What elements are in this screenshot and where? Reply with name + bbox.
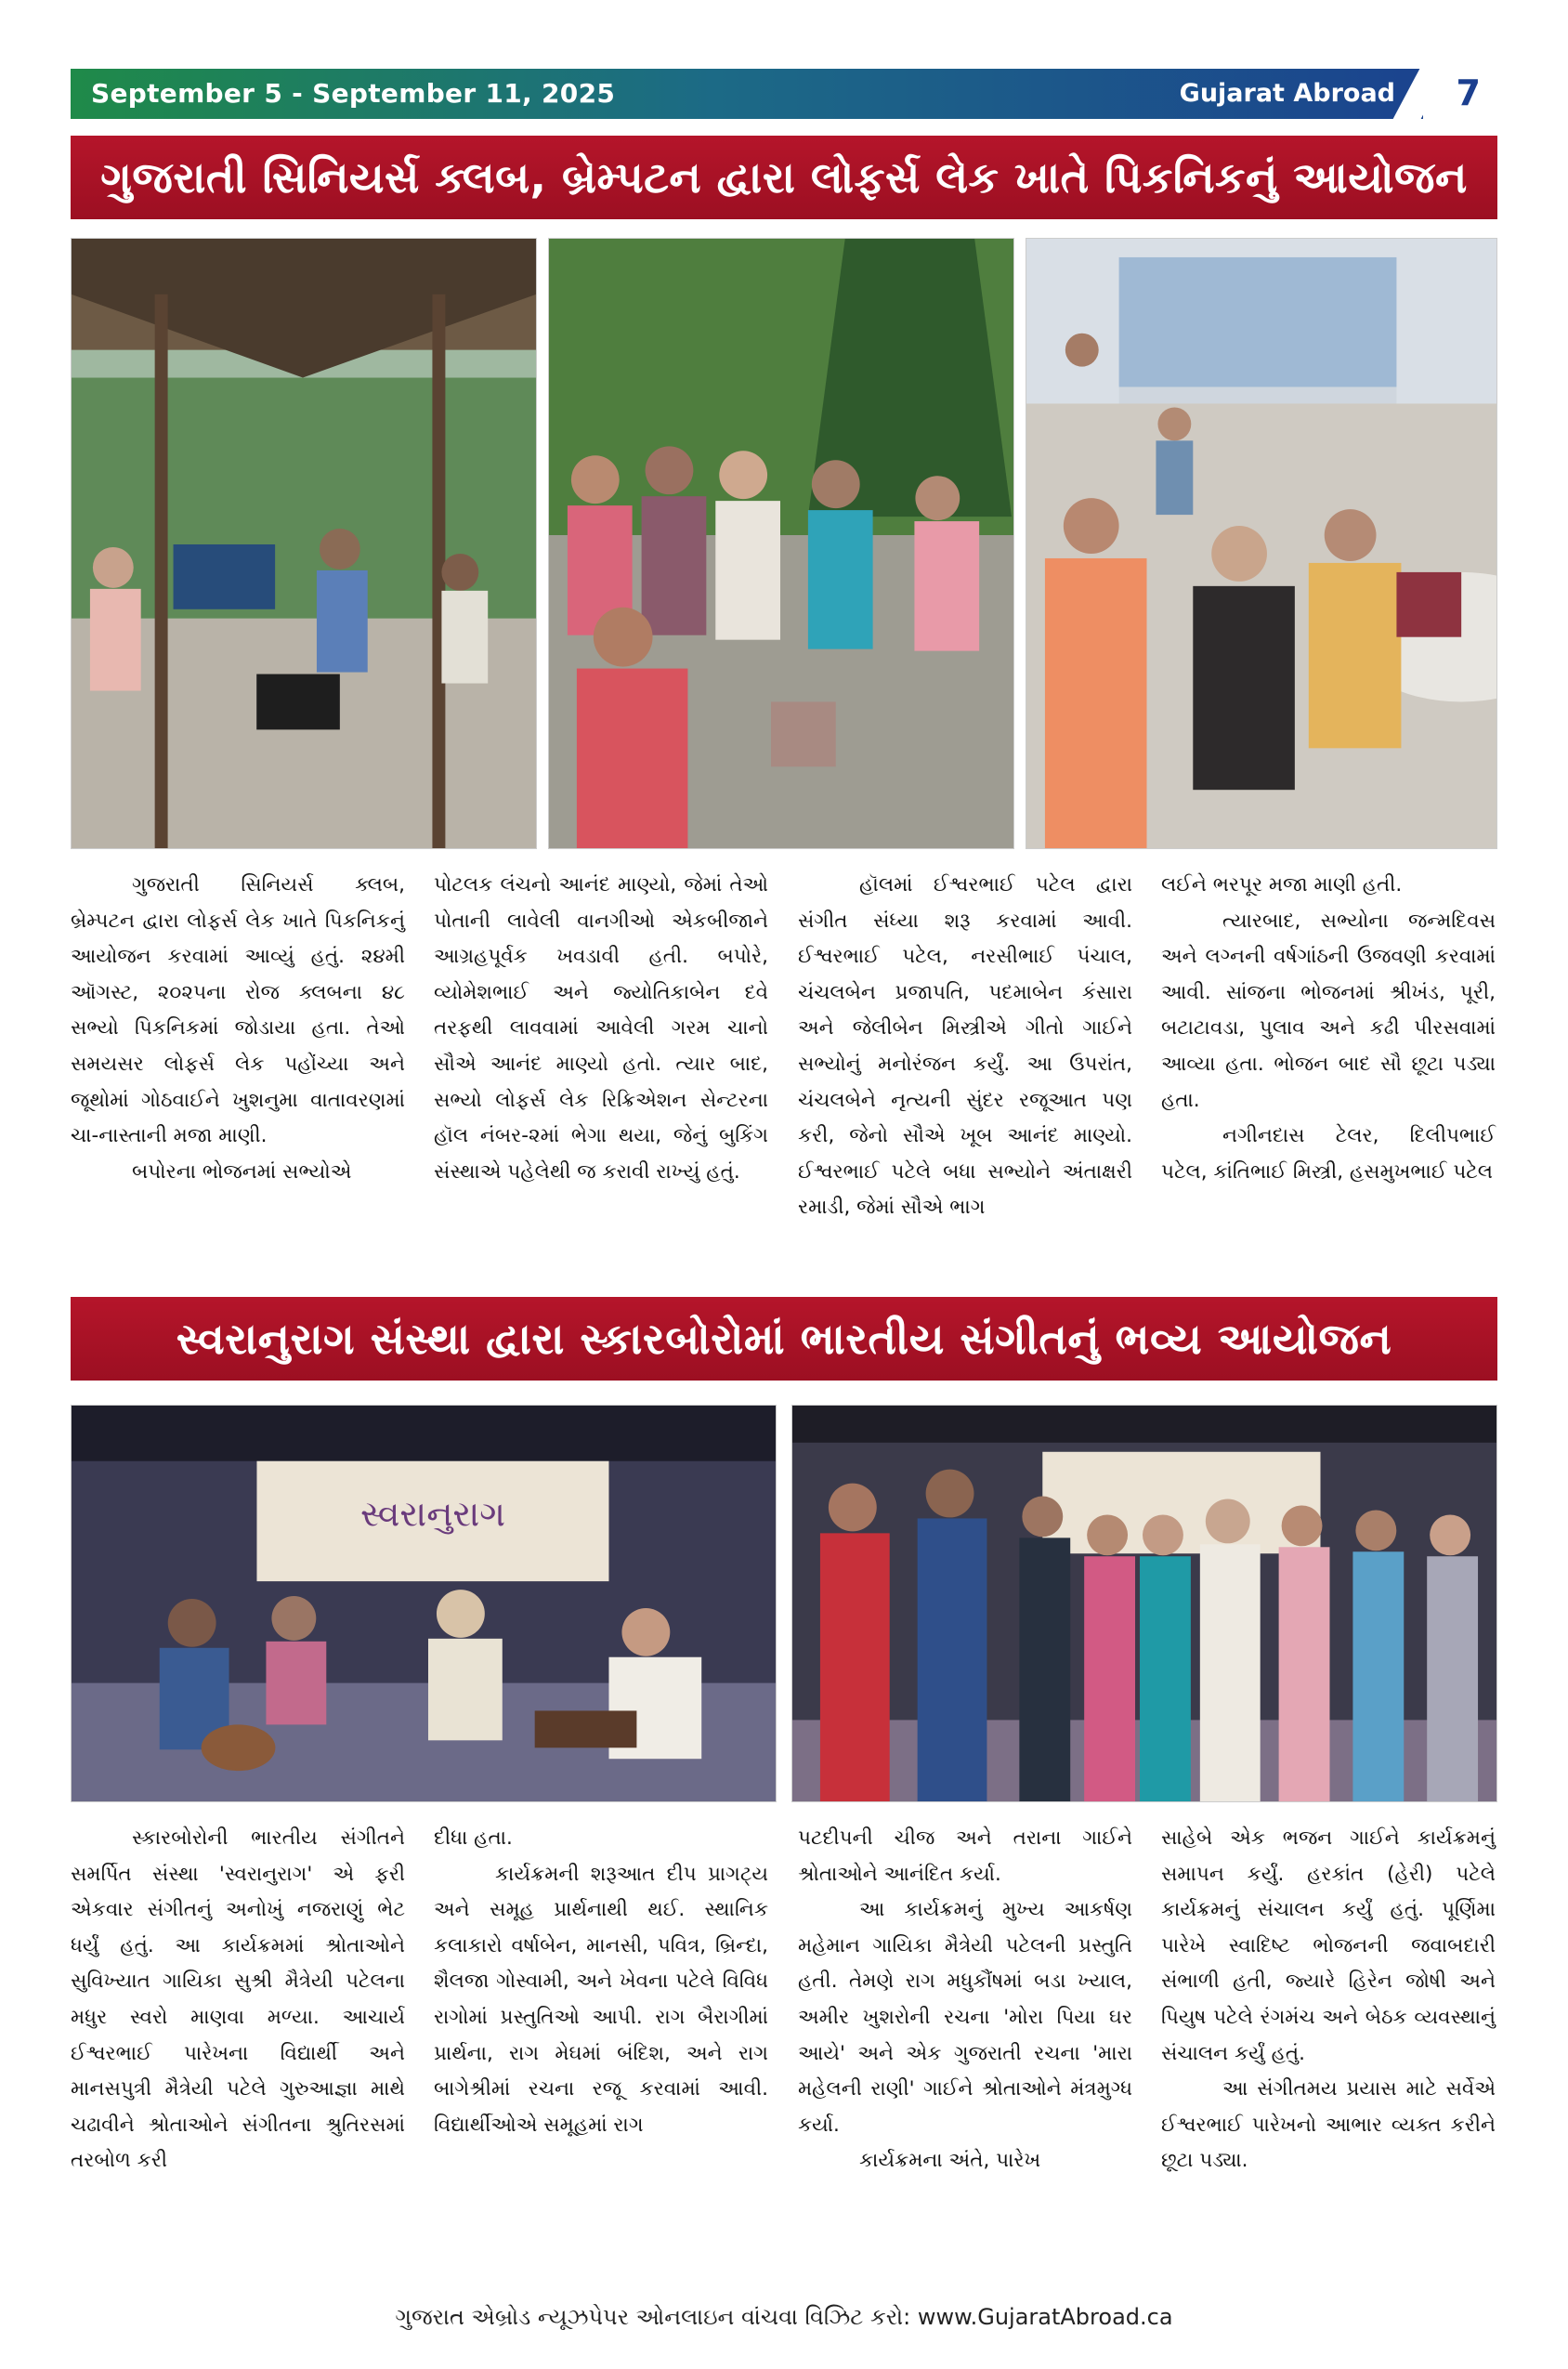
article-2-column-4: [1161, 1821, 1496, 2179]
article-1-column-2: [434, 868, 768, 1190]
article-1-headline: ગુજરાતી સિનિયર્સ ક્લબ, બ્રેમ્પટન દ્વારા લોફર્સ લેક ખાતે પિકનિકનું આયોજન: [71, 136, 1497, 219]
footer: [0, 2304, 1568, 2330]
article-1-column-3: [798, 868, 1132, 1226]
article-2-col3-para-1: પટદીપની ચીજ અને તરાના ગાઈને શ્રોતાઓને આનંદિત કર્યા.: [798, 1826, 1132, 1886]
article-1-col1-para-1: ગુજરાતી સિનિયર્સ ક્લબ, બ્રેમ્પટન દ્વારા લોફર્સ લેક ખાતે પિકનિકનું આયોજન કરવામાં આવ્યું હતું. ૨૪મી ઑગસ્ટ, ૨૦૨૫ના રોજ ક્લબના ૪૮ સભ્યો પિકનિકમાં જોડાયા હતા. તેઓ સમયસર લોફર્સ લેક પહોંચ્યા અને જૂથોમાં ગોઠવાઈને ખુશનુમા વાતાવરણમાં ચા-નાસ્તાની મજા માણી.: [71, 873, 405, 1148]
banner-logo-text: સ્વરાનુરાગ: [359, 1493, 505, 1535]
footer-url-link[interactable]: www.GujaratAbroad.ca: [917, 2304, 1173, 2330]
page-number: 7: [1456, 72, 1481, 113]
publication-name: Gujarat Abroad: [1179, 79, 1395, 108]
article-1-col4-para-2: ત્યારબાદ, સભ્યોના જન્મદિવસ અને લગ્નની વર્ષગાંઠની ઉજવણી કરવામાં આવી. સાંજના ભોજનમાં શ્રીખંડ, પૂરી, બટાટાવડા, પુલાવ અને કઢી પીરસવામાં આવ્યા હતા. ભોજન બાદ સૌ છૂટા પડ્યા હતા.: [1161, 909, 1496, 1112]
article-2-col3-para-2: આ કાર્યક્રમનું મુખ્ય આકર્ષણ મહેમાન ગાયિકા મૈત્રેયી પટેલની પ્રસ્તુતિ હતી. તેમણે રાગ મધુકૌંષમાં બડા ખ્યાલ, અમીર ખુશરોની રચના 'મોરા પિયા ઘર આયે' અને એક ગુજરાતી રચના 'મારા મહેલની રાણી' ગાઈને શ્રોતાઓને મંત્રમુગ્ધ કર્યા.: [798, 1898, 1132, 2137]
article-2-column-2: [434, 1821, 768, 2143]
article-2-headline: સ્વરાનુરાગ સંસ્થા દ્વારા સ્કારબોરોમાં ભારતીય સંગીતનું ભવ્ય આયોજન: [71, 1297, 1497, 1381]
article-2-col4-para-2: આ સંગીતમય પ્રયાસ માટે સર્વેએ ઈશ્વરભાઈ પારેખનો આભાર વ્યક્ત કરીને છૂટા પડ્યા.: [1161, 2077, 1496, 2173]
article-1-column-1: [71, 868, 405, 1190]
article-1-column-4: [1161, 868, 1496, 1190]
photo-hall-gathering: [1026, 238, 1497, 849]
photo-gazebo-seniors: [71, 238, 537, 849]
article-2-col1-para-1: સ્કારબોરોની ભારતીય સંગીતને સમર્પિત સંસ્થા 'સ્વરાનુરાગ' એ ફરી એકવાર સંગીતનું અનોખું નજરાણું ભેટ ધર્યું હતું. આ કાર્યક્રમમાં શ્રોતાઓને સુવિખ્યાત ગાયિકા સુશ્રી મૈત્રેયી પટેલના મધુર સ્વરો માણવા મળ્યા. આચાર્ય ઈશ્વરભાઈ પારેખના વિદ્યાર્થી અને માનસપુત્રી મૈત્રેયી પટેલે ગુરુઆજ્ઞા માથે ચઢાવીને શ્રોતાઓને સંગીતના શ્રુતિરસમાં તરબોળ કરી: [71, 1826, 405, 2173]
article-2-col2-para-2: કાર્યક્રમની શરૂઆત દીપ પ્રાગટ્ય અને સમૂહ પ્રાર્થનાથી થઈ. સ્થાનિક કલાકારો વર્ષાબેન, માનસી, પવિત્ર, બ્રિન્દા, શૈલજા ગોસ્વામી, અને ખેવના પટેલે વિવિધ રાગોમાં પ્રસ્તુતિઓ આપી. રાગ બૈરાગીમાં પ્રાર્થના, રાગ મેઘમાં બંદિશ, અને રાગ બાગેશ્રીમાં રચના રજૂ કરવામાં આવી. વિદ્યાર્થીઓએ સમૂહમાં રાગ: [434, 1862, 768, 2137]
article-2-column-1: [71, 1821, 405, 2179]
article-2-col3-para-3: કાર્યક્રમના અંતે, પારેખ: [859, 2149, 1041, 2173]
issue-date: September 5 - September 11, 2025: [91, 78, 616, 109]
photo-picnic-group-seated: [548, 238, 1014, 849]
article-1-col4-para-3: નગીનદાસ ટેલર, દિલીપભાઈ પટેલ, કાંતિભાઈ મિસ્ત્રી, હસમુખભાઈ પટેલ: [1161, 1124, 1496, 1184]
masthead-bar: [71, 69, 1497, 119]
article-2-col4-para-1: સાહેબે એક ભજન ગાઈને કાર્યક્રમનું સમાપન કર્યું. હરકાંત (હેરી) પટેલે કાર્યક્રમનું સંચાલન કર્યું હતું. પૂર્ણિમા પારેખે સ્વાદિષ્ટ ભોજનની જવાબદારી સંભાળી હતી, જ્યારે હિરેન જોષી અને પિયુષ પટેલે રંગમંચ અને બેઠક વ્યવસ્થાનું સંચાલન કર્યું હતું.: [1161, 1826, 1496, 2065]
article-2-column-3: [798, 1821, 1132, 2179]
footer-text: ગુજરાત એબ્રોડ ન્યૂઝપેપર ઓનલાઇન વાંચવા વિઝિટ કરો:: [395, 2304, 911, 2330]
photo-concert-performance: [71, 1405, 777, 1802]
article-1-col2-para-1: પોટલક લંચનો આનંદ માણ્યો, જેમાં તેઓ પોતાની લાવેલી વાનગીઓ એકબીજાને આગ્રહપૂર્વક ખવડાવી હતી. બપોરે, વ્યોમેશભાઈ અને જ્યોતિકાબેન દવે તરફથી લાવવામાં આવેલી ગરમ ચાનો સૌએ આનંદ માણ્યો હતો. ત્યાર બાદ, સભ્યો લોફર્સ લેક રિક્રિએશન સેન્ટરના હૉલ નંબર-૨માં ભેગા થયા, જેનું બુકિંગ સંસ્થાએ પહેલેથી જ કરાવી રાખ્યું હતું.: [434, 873, 768, 1184]
photo-concert-group: [791, 1405, 1497, 1802]
article-2-col2-para-1: દીધા હતા.: [434, 1826, 513, 1850]
article-1-col3-para-1: હૉલમાં ઈશ્વરભાઈ પટેલ દ્વારા સંગીત સંધ્યા શરૂ કરવામાં આવી. ઈશ્વરભાઈ પટેલ, નરસીભાઈ પંચાલ, ચંચલબેન પ્રજાપતિ, પદમાબેન કંસારા અને જેલીબેન મિસ્ત્રીએ ગીતો ગાઈને સભ્યોનું મનોરંજન કર્યું. આ ઉપરાંત, ચંચલબેને નૃત્યની સુંદર રજૂઆત પણ કરી, જેનો સૌએ ખૂબ આનંદ માણ્યો. ઈશ્વરભાઈ પટેલે બધા સભ્યોને અંતાક્ષરી રમાડી, જેમાં સૌએ ભાગ: [798, 873, 1132, 1220]
article-1-col1-para-2: બપોરના ભોજનમાં સભ્યોએ: [132, 1159, 352, 1184]
article-1-col4-para-1: લઈને ભરપૂર મજા માણી હતી.: [1161, 873, 1403, 897]
